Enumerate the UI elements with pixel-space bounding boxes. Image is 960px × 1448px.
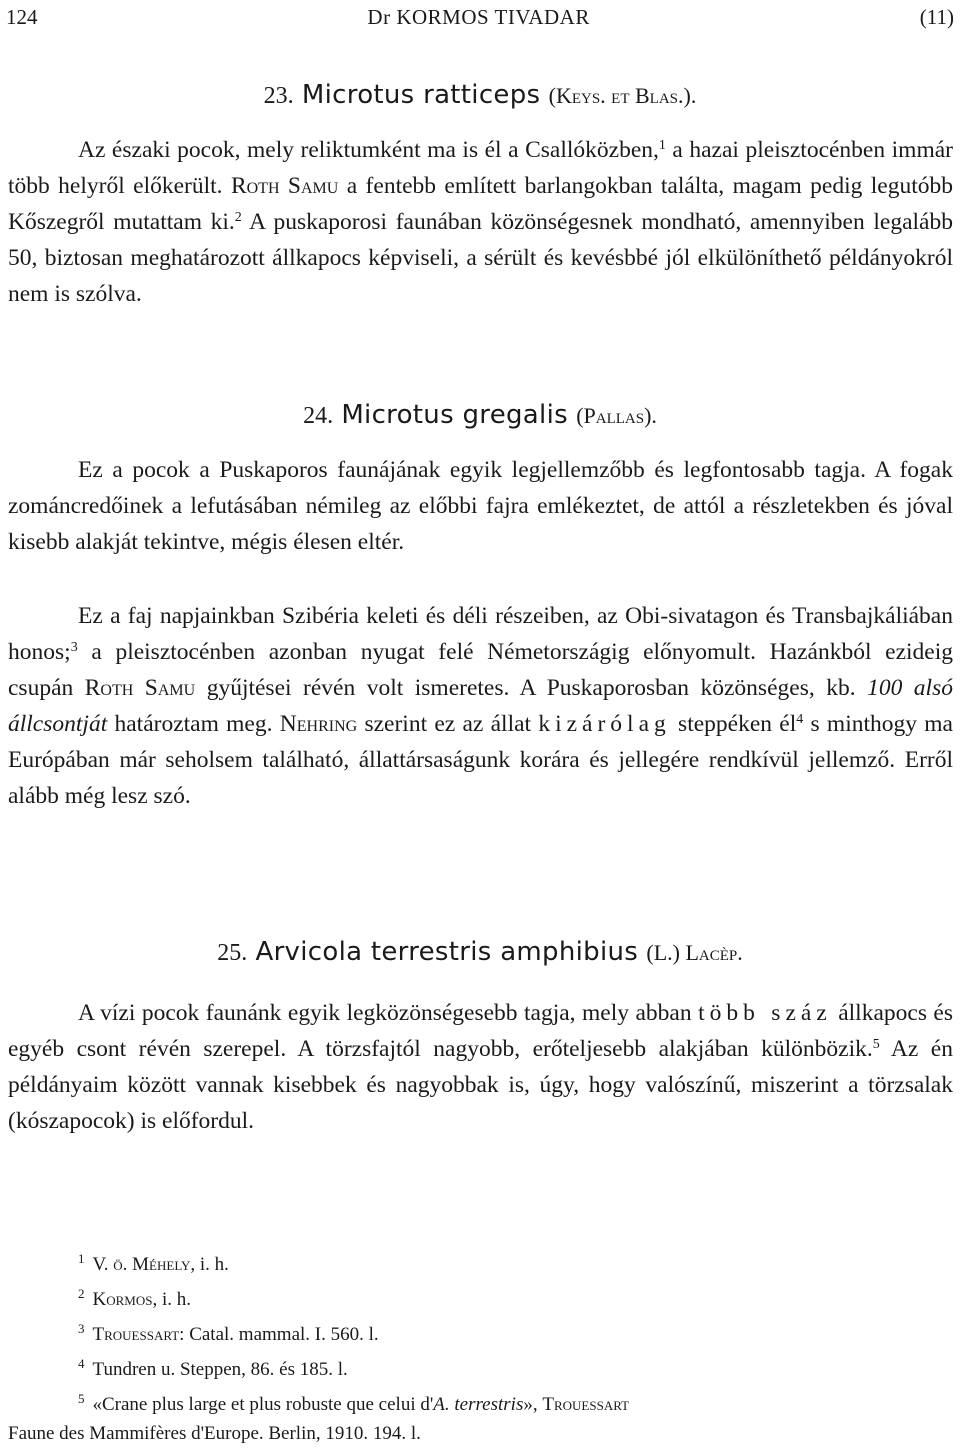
footnote: $^1$ V. ö. Méhely, i. h. [78,1251,229,1275]
paragraph: Ez a pocok a Puskaporos faunájának egyik legjellemzőbb és legfontosabb tagja. A fogak zománcredőinek a lefutásában némileg az előbbi fajra emlékeztet, de attól a részletekben és jóval kisebb alakját tekintve, mégis élesen eltér. [8,457,953,555]
section-number-23: 23. [263,83,294,109]
footnote-ref: 1 [658,138,666,153]
footnote-mark: 1 [78,1251,85,1266]
footnote-continuation: Faune des Mammifères d'Europe. Berlin, 1910. 194. l. [8,1423,421,1444]
section-heading-23 [0,80,960,110]
footnote-mark: 4 [78,1356,85,1371]
section-number: (11) [919,4,954,29]
taxon-authority: (Keys. et Blas.). [548,83,697,108]
section-number-25: 25. [217,940,248,966]
paragraph: Az északi pocok, mely reliktumként ma is él a Csallóközben,$^1$ a hazai pleisztocénben immár több helyről előkerült. Roth Samu a fentebb említett barlangokban találta, magam pedig legutóbb Kőszegről mutattam ki.$^2$ A puskaporosi faunában közönségesnek mondható, amennyiben legalább 50, biztosan meghatározott állkapocs képviseli, a sérült és kevésbbé jól elkülöníthető példányokról nem is szólva. [8,137,954,307]
taxon-authority: (L.) Lacèp. [646,940,743,965]
footnote: $^3$ Trouessart: Catal. mammal. I. 560. l. [78,1321,379,1345]
footnote-ref: 3 [70,640,78,655]
footnote-mark: 2 [78,1286,85,1301]
footnote-ref: 4 [796,712,804,727]
taxon-name: Microtus ratticeps [301,80,541,110]
taxon-name: Microtus gregalis [341,400,568,430]
running-author: Dr KORMOS TIVADAR [367,4,590,29]
spaced-emphasis: több száz [698,1000,832,1026]
section-heading-24 [0,400,960,430]
footnote: $^2$ Kormos, i. h. [78,1286,191,1310]
taxon-name: Arvicola terrestris amphibius [255,937,639,967]
person-name: Nehring [279,711,358,737]
section-heading-25 [0,937,960,967]
taxon-authority: (Pallas). [576,403,657,428]
page-number: 124 [6,4,38,29]
footnotes [8,1244,953,1448]
italic-phrase: 100 alsó állcsontját [8,675,953,737]
running-header [6,2,954,32]
paragraph: A vízi pocok faunánk egyik legközönségesebb tagja, mely abban több száz állkapocs és egyéb csont révén szerepel. A törzsfajtól nagyobb, erőteljesebb alakjában különbözik.$^5$ Az én példányaim között vannak kisebbek és nagyobbak is, úgy, hogy valószínű, miszerint a törzsalak (kószapocok) is előfordul. [8,1000,954,1134]
section-number-24: 24. [303,403,334,429]
spaced-emphasis: kizárólag [538,711,671,737]
footnote-ref: 2 [234,210,242,225]
footnote-ref: 5 [872,1037,880,1052]
footnote-mark: 5 [78,1391,85,1406]
person-name: Roth Samu [84,675,196,701]
footnote-mark: 3 [78,1321,85,1336]
person-name: Roth Samu [230,173,339,199]
paragraph: Ez a faj napjainkban Szibéria keleti és déli részeiben, az Obi-sivatagon és Transbajkáliában honos;$^3$ a pleisztocénben azonban nyugat felé Németországig előnyomult. Hazánkból ezideig csupán Roth Samu gyűjtései révén volt ismeretes. A Puskaporosban közönséges, kb. 100 alsó állcsontját határoztam meg. Nehring szerint ez az állat kizárólag steppéken $él^4$ s minthogy ma Európában már seholsem található, állattársaságunk korára és jellegére rendkívül jellemző. Erről alább még lesz szó. [8,603,953,809]
footnote: $^4$ Tundren u. Steppen, 86. és 185. l. [78,1356,348,1380]
footnote: $^5$ «Crane plus large et plus robuste que celui d'A. terrestris», Trouessart [78,1391,630,1415]
